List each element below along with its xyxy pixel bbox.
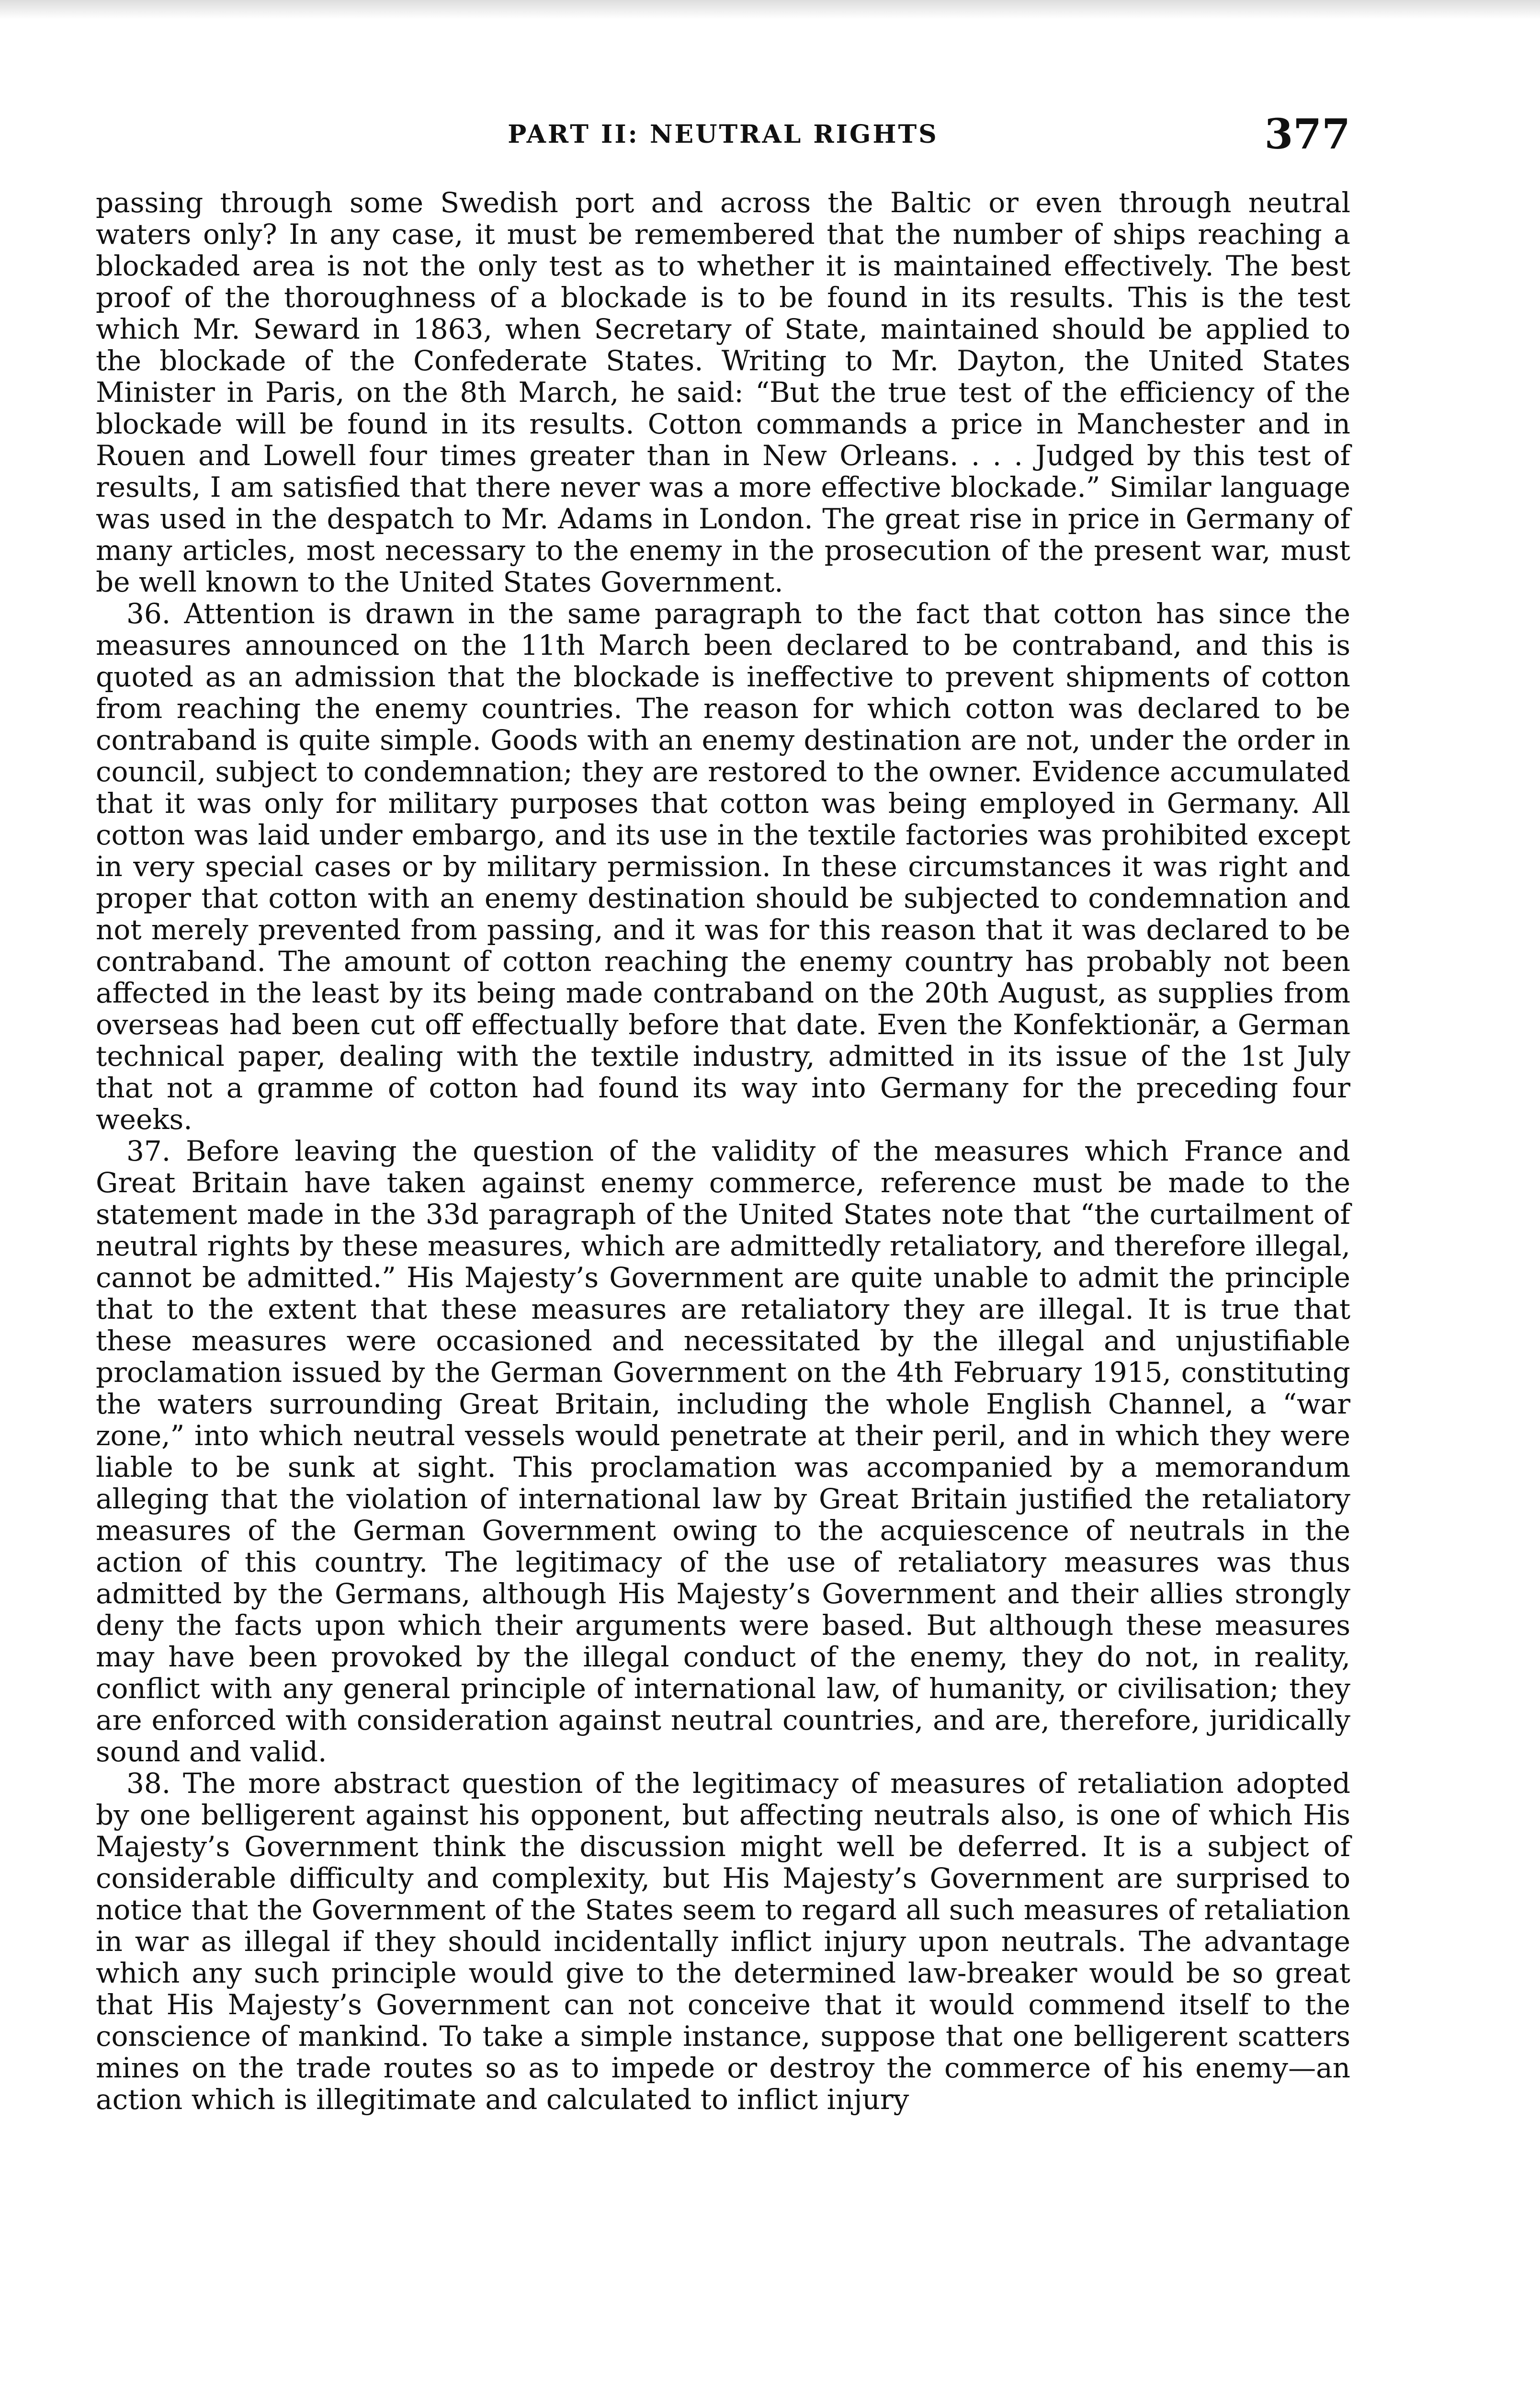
running-title: PART II: NEUTRAL RIGHTS xyxy=(508,120,939,149)
book-page xyxy=(96,101,1350,2115)
scan-edge-shadow xyxy=(0,0,1540,19)
paragraph-38: 38. The more abstract question of the legitimacy of measures of retaliation adopted by one belligerent against his opponent, but affecting neutrals also, is one of which His Majesty’s Government think the discussion might well be deferred. It is a subject of considerable difficulty and complexity, but His Majesty’s Government are surprised to notice that the Government of the States seem to regard all such measures of retaliation in war as illegal if they should incidentally inflict injury upon neutrals. The advantage which any such principle would give to the determined law-breaker would be so great that His Majesty’s Government can not conceive that it would commend itself to the conscience of mankind. To take a simple instance, suppose that one belligerent scatters mines on the trade routes so as to impede or destroy the commerce of his enemy—an action which is illegitimate and calculated to inflict injury xyxy=(96,1767,1350,2116)
paragraph-continuation: passing through some Swedish port and across the Baltic or even through neutral waters only? In any case, it must be remembered that the number of ships reaching a blockaded area is not the only test as to whether it is maintained effectively. The best proof of the thoroughness of a blockade is to be found in its results. This is the test which Mr. Seward in 1863, when Secretary of State, maintained should be applied to the blockade of the Confederate States. Writing to Mr. Dayton, the United States Minister in Paris, on the 8th March, he said: “But the true test of the efficiency of the blockade will be found in its results. Cotton commands a price in Manchester and in Rouen and Lowell four times greater than in New Orleans. . . . Judged by this test of results, I am satisfied that there never was a more effective blockade.” Similar language was used in the despatch to Mr. Adams in London. The great rise in price in Germany of many articles, most necessary to the enemy in the prosecution of the present war, must be well known to the United States Government. xyxy=(96,186,1350,598)
paragraph-37: 37. Before leaving the question of the validity of the measures which France and Great Britain have taken against enemy commerce, reference must be made to the statement made in the 33d paragraph of the United States note that “the curtailment of neutral rights by these measures, which are admittedly retaliatory, and therefore illegal, cannot be admitted.” His Majesty’s Government are quite unable to admit the principle that to the extent that these measures are retaliatory they are illegal. It is true that these measures were occasioned and necessitated by the illegal and unjustifiable proclamation issued by the German Government on the 4th February 1915, constituting the waters surrounding Great Britain, including the whole English Channel, a “war zone,” into which neutral vessels would penetrate at their peril, and in which they were liable to be sunk at sight. This proclamation was accompanied by a memorandum alleging that the violation of international law by Great Britain justified the retaliatory measures of the German Government owing to the acquiescence of neutrals in the action of this country. The legitimacy of the use of retaliatory measures was thus admitted by the Germans, although His Majesty’s Government and their allies strongly deny the facts upon which their arguments were based. But although these measures may have been provoked by the illegal conduct of the enemy, they do not, in reality, conflict with any general principle of international law, of humanity, or civilisation; they are enforced with consideration against neutral countries, and are, therefore, juridically sound and valid. xyxy=(96,1135,1350,1768)
page-number: 377 xyxy=(1264,110,1350,159)
running-head xyxy=(96,101,1350,172)
paragraph-36: 36. Attention is drawn in the same paragraph to the fact that cotton has since the measures announced on the 11th March been declared to be contraband, and this is quoted as an admission that the blockade is ineffective to prevent shipments of cotton from reaching the enemy countries. The reason for which cotton was declared to be contraband is quite simple. Goods with an enemy destination are not, under the order in council, subject to condemnation; they are restored to the owner. Evidence accumulated that it was only for military purposes that cotton was being employed in Germany. All cotton was laid under embargo, and its use in the textile factories was prohibited except in very special cases or by military permission. In these circumstances it was right and proper that cotton with an enemy destination should be subjected to condemnation and not merely prevented from passing, and it was for this reason that it was declared to be contraband. The amount of cotton reaching the enemy country has probably not been affected in the least by its being made contraband on the 20th August, as supplies from overseas had been cut off effectually before that date. Even the Konfektionär, a German technical paper, dealing with the textile industry, admitted in its issue of the 1st July that not a gramme of cotton had found its way into Germany for the preceding four weeks. xyxy=(96,597,1350,1136)
body-text xyxy=(96,187,1350,2115)
